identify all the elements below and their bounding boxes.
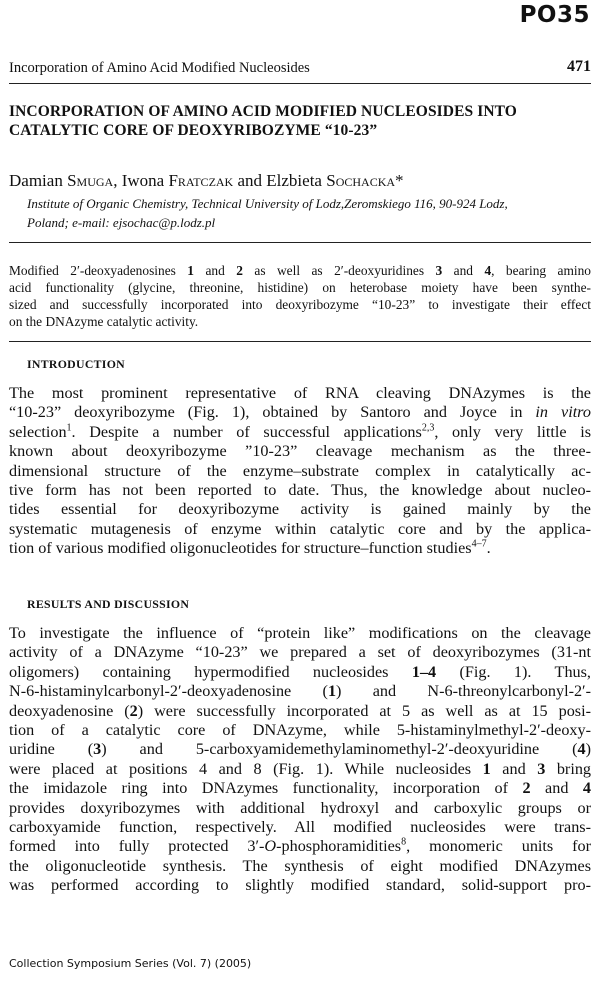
affiliation-line: Poland; e-mail: ejsochac@p.lodz.pl (27, 215, 216, 230)
affiliation-line: Institute of Organic Chemistry, Technical University of Lodz,Zeromskiego 116, 90-924 Lodz, (27, 196, 508, 211)
compound-number: 3 (93, 740, 102, 759)
page-number: 471 (567, 58, 591, 75)
affiliation (27, 194, 591, 232)
title-line: CATALYTIC CORE OF DEOXYRIBOZYME “10-23” (9, 122, 378, 139)
paper-code: PO35 (519, 2, 590, 28)
citation: 1 (66, 422, 72, 434)
abstract-bottom-rule (9, 341, 591, 342)
compound-number: 3 (435, 263, 443, 278)
text-line: systematic mutagenesis of enzyme within catalytic core and by the applica- (9, 519, 591, 538)
compound-number: 2 (129, 701, 138, 720)
author-last-name: Sochacka (326, 171, 396, 190)
text-line: tion of a catalytic core of DNAzyme, while 5-histaminylmethyl-2′-deoxy- (9, 721, 591, 740)
footer-series: Collection Symposium Series (Vol. 7) (2005) (9, 957, 252, 970)
corresponding-author-mark: * (395, 171, 404, 190)
section-heading-results: RESULTS AND DISCUSSION (27, 597, 190, 611)
introduction-text: The most prominent representative of RNA cleaving DNAzymes is the “10-23” deoxyribozyme (Fig. 1), obtained by Santoro and Joyce in in vitro selection$^1$. Despite a number of successful applications$^{2,3}$, only very little is known about deoxyribozyme ”10-23” cleavage mechanism as the three- dimensional structure of the enzyme–substrate complex in catalytically ac- tive form has not been reported to date. Thus, the knowledge about nucleo- tides essential for deoxyribozyme activity is gained mainly by the systematic mutagenesis of enzyme within catalytic core and by the applica- tion of various modified oligonucleotides for structure–function studies$^{4-7}$. (9, 384, 591, 558)
abstract-top-rule (9, 242, 591, 243)
author-first-name: Iwona (121, 171, 169, 190)
author-separator: , (113, 171, 122, 190)
section-heading-introduction: INTRODUCTION (27, 357, 125, 371)
text-line: the oligonucleotide synthesis. The synthesis of eight modified DNAzymes (9, 856, 591, 875)
compound-number: 1 (482, 759, 491, 778)
text-line: The most prominent representative of RNA cleaving DNAzymes is the (9, 384, 591, 402)
compound-number: 2 (236, 263, 243, 278)
running-head-title: Incorporation of Amino Acid Modified Nucleosides (9, 60, 310, 76)
citation: 4–7 (471, 538, 487, 550)
results-text: To investigate the influence of “protein like” modifications on the cleavage activity of a DNAzyme “10-23” we prepared a set of deoxyribozymes (31-nt oligomers) containing hypermodified nucleosides 1–4 (Fig. 1). Thus, N-6-histaminylcarbonyl-2′-deoxyadenosine (1) and N-6-threonylcarbonyl-2′- deoxyadenosine (2) were successfully incorporated at 5 as well as at 15 posi- tion of a catalytic core of DNAzyme, while 5-histaminylmethyl-2′-deoxy- uridine (3) and 5-carboxyamidemethylaminomethyl-2′-deoxyuridine (4) were placed at positions 4 and 8 (Fig. 1). While nucleosides 1 and 3 bring the imidazole ring into DNAzymes functionality, incorporation of 2 and 4 provides doxyribozymes with additional hydroxyl and carboxylic groups or carboxyamide function, respectively. All modified nucleosides were trans- formed into fully protected 3′-O-phosphoramidities$^8$, monomeric units for the oligonucleotide synthesis. The synthesis of eight modified DNAzymes was performed according to slightly modified standard, solid-support pro- (9, 624, 592, 895)
abstract-line: acid functionality (glycine, threonine, histidine) on heterobase moiety have been synthe- (9, 280, 591, 295)
compound-number: 4 (582, 779, 591, 798)
compound-number: 1–4 (411, 662, 437, 681)
text-line: carboxyamide function, respectively. All modified nucleosides were trans- (9, 818, 591, 837)
compound-number: 1 (327, 682, 337, 701)
compound-number: 2 (522, 779, 531, 798)
author-last-name: Fratczak (168, 171, 234, 190)
text-line: was performed according to slightly modified standard, solid-support pro- (9, 876, 591, 895)
text-line: provides doxyribozymes with additional hydroxyl and carboxylic groups or (9, 798, 591, 817)
compound-number: 3 (537, 759, 546, 778)
abstract-line: on the DNAzyme catalytic activity. (9, 314, 199, 329)
header-rule (9, 83, 591, 84)
text-line: To investigate the influence of “protein like” modifications on the cleavage (9, 624, 591, 642)
author-first-name: Elzbieta (266, 171, 327, 190)
author-last-name: Smuga (67, 171, 114, 190)
text-line: dimensional structure of the enzyme–substrate complex in catalytically ac- (9, 461, 591, 480)
text-line: tides essential for deoxyribozyme activity is gained mainly by the (9, 500, 591, 519)
text-line: tive form has not been reported to date. Thus, the knowledge about nucleo- (9, 481, 591, 500)
running-head (9, 58, 591, 82)
author-first-name: Damian (9, 171, 68, 190)
paper-title (9, 102, 591, 140)
text-line: known about deoxyribozyme ”10-23” cleavage mechanism as the three- (9, 442, 591, 461)
abstract: Modified 2′-deoxyadenosines 1 and 2 as well as 2′-deoxyuridines 3 and 4, bearing amino acid functionality (glycine, threonine, histidine) on heterobase moiety have been synthe- sized and successfully incorporated into deoxyribozyme “10-23” to investigate their effect on the DNAzyme catalytic activity. (9, 263, 592, 329)
citation: 2,3 (421, 422, 435, 434)
title-line: INCORPORATION OF AMINO ACID MODIFIED NUCLEOSIDES INTO (9, 103, 517, 120)
compound-number: 4 (577, 740, 586, 759)
author-separator: and (233, 171, 267, 190)
compound-number: 4 (484, 263, 492, 278)
text-line: activity of a DNAzyme “10-23” we prepared a set of deoxyribozymes (31-nt (9, 643, 591, 662)
abstract-line: sized and successfully incorporated into deoxyribozyme “10-23” to investigate their effect (9, 297, 591, 312)
compound-number: 1 (187, 263, 194, 278)
author-list (9, 171, 591, 191)
citation: 8 (401, 837, 407, 849)
